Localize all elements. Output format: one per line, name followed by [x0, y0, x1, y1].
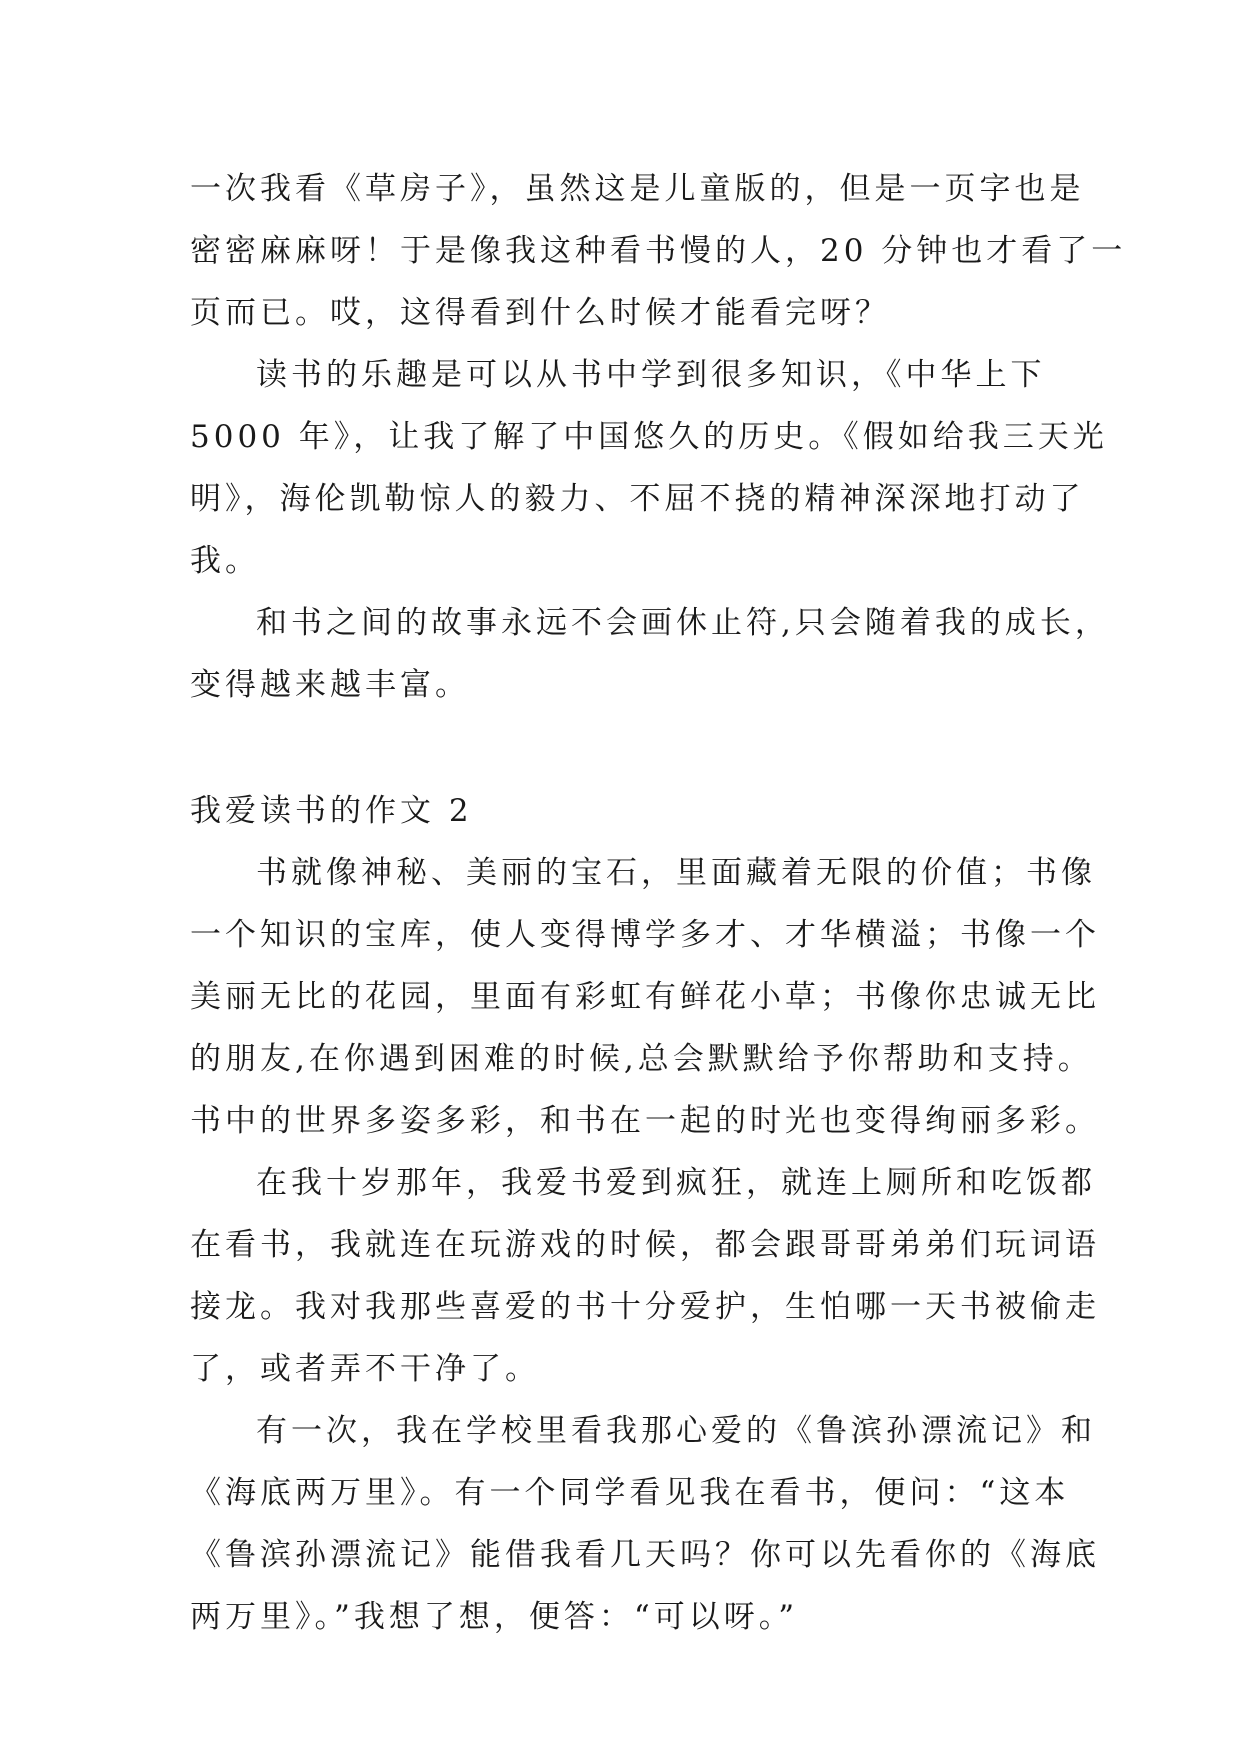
- text-line: 读书的乐趣是可以从书中学到很多知识，《中华上下: [256, 357, 1046, 393]
- text-line: 和书之间的故事永远不会画休止符,只会随着我的成长，: [256, 605, 1110, 641]
- text-line: 在我十岁那年，我爱书爱到疯狂，就连上厕所和吃饭都: [256, 1165, 1096, 1201]
- text-line: 美丽无比的花园，里面有彩虹有鲜花小草；书像你忠诚无比: [190, 979, 1100, 1015]
- document-body: [190, 158, 1127, 1648]
- text-line: 在看书，我就连在玩游戏的时候，都会跟哥哥弟弟们玩词语: [190, 1227, 1100, 1263]
- paragraph: [190, 344, 1108, 592]
- text-line: 密密麻麻呀！于是像我这种看书慢的人，20 分钟也才看了一: [190, 233, 1127, 269]
- text-line: 了，或者弄不干净了。: [190, 1351, 540, 1387]
- text-line: 接龙。我对我那些喜爱的书十分爱护，生怕哪一天书被偷走: [190, 1289, 1100, 1325]
- section-spacer: [190, 716, 1070, 780]
- text-line: 书中的世界多姿多彩，和书在一起的时光也变得绚丽多彩。: [190, 1103, 1100, 1139]
- section-title: 我爱读书的作文 2: [190, 793, 473, 829]
- text-line: 一次我看《草房子》，虽然这是儿童版的，但是一页字也是: [190, 171, 1085, 207]
- paragraph: [190, 158, 1127, 344]
- text-line: 《鲁滨孙漂流记》能借我看几天吗？你可以先看你的《海底: [190, 1537, 1100, 1573]
- text-line: 书就像神秘、美丽的宝石，里面藏着无限的价值；书像: [256, 855, 1096, 891]
- text-line: 变得越来越丰富。: [190, 667, 470, 703]
- paragraph: [190, 592, 1110, 716]
- text-line: 我。: [190, 543, 260, 579]
- paragraph: [190, 1152, 1100, 1400]
- text-line: 一个知识的宝库，使人变得博学多才、才华横溢；书像一个: [190, 917, 1100, 953]
- text-line: 的朋友,在你遇到困难的时候,总会默默给予你帮助和支持。: [190, 1041, 1093, 1077]
- paragraph: [190, 1400, 1100, 1648]
- text-line: 5000 年》，让我了解了中国悠久的历史。《假如给我三天光: [190, 419, 1108, 455]
- text-line: 有一次，我在学校里看我那心爱的《鲁滨孙漂流记》和: [256, 1413, 1096, 1449]
- text-line: 两万里》。”我想了想，便答：“可以呀。”: [190, 1599, 799, 1635]
- text-line: 《海底两万里》。有一个同学看见我在看书，便问：“这本: [190, 1475, 1070, 1511]
- text-line: 页而已。哎，这得看到什么时候才能看完呀？: [190, 295, 890, 331]
- paragraph: [190, 842, 1100, 1152]
- text-line: 明》，海伦凯勒惊人的毅力、不屈不挠的精神深深地打动了: [190, 481, 1085, 517]
